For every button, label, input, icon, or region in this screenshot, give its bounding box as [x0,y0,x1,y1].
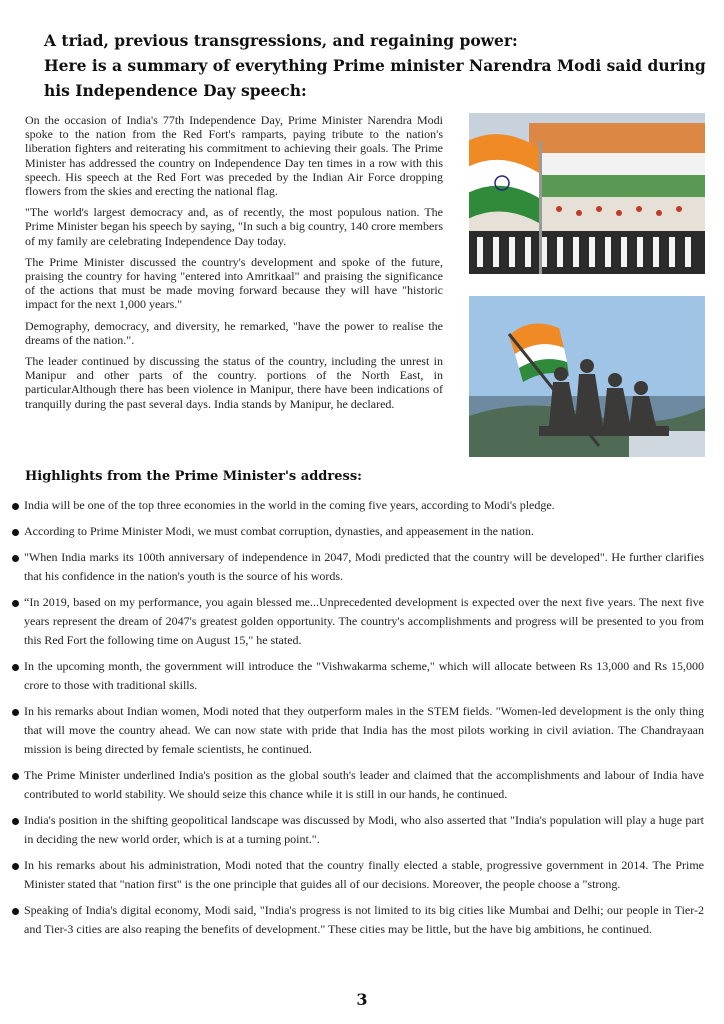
list-item-text: “In 2019, based on my performance, you again blessed me...Unprecedented development is expected over the next five years. The next five years represent the dream of 2047's greatest golden opportunity. The country's accomplishments and progress will be presented to you from this Red Fort the following time on August 15," he stated. [24,595,704,647]
list-item-text: In the upcoming month, the government will introduce the "Vishwakarma scheme," which will allocate between Rs 13,000 and Rs 15,000 crore to those with traditional skills. [24,659,704,692]
bullet-icon [12,664,19,671]
list-item [12,593,704,650]
list-item [12,856,704,894]
title-line-1: A triad, previous transgressions, and regaining power: [44,31,518,50]
bullet-icon [12,503,19,510]
title-line-3: his Independence Day speech: [44,81,307,100]
bullet-icon [12,908,19,915]
title-line-2: Here is a summary of everything Prime minister Narendra Modi said during [44,56,706,75]
bullet-icon [12,818,19,825]
statue-illustration [469,296,705,457]
list-item-text: "When India marks its 100th anniversary of independence in 2047, Modi predicted that the country will be developed". He further clarifies that his confidence in the nation's youth is the source of his words. [24,550,704,583]
bullet-icon [12,555,19,562]
list-item [12,522,704,541]
list-item [12,766,704,804]
bullet-icon [12,863,19,870]
bullet-icon [12,529,19,536]
bullet-icon [12,773,19,780]
bullet-icon [12,709,19,716]
page-number: 3 [356,990,368,1009]
highlights-heading: Highlights from the Prime Minister's address: [25,469,362,484]
list-item [12,657,704,695]
list-item-text: According to Prime Minister Modi, we must combat corruption, dynasties, and appeasement in the nation. [24,524,534,538]
list-item-text: The Prime Minister underlined India's position as the global south's leader and claimed that the accomplishments and labour of India have contributed to world stability. We should seize this chance while it is still in our hands, he continued. [24,768,704,801]
intro-paragraph: On the occasion of India's 77th Independence Day, Prime Minister Narendra Modi spoke to the nation from the Red Fort's ramparts, paying tribute to the nation's liberation fighters and reiterating his commitment to achieving their goals. The Prime Minister has addressed the country on Independence Day ten times in a row with this speech. His speech at the Red Fort was preceded by the Indian Air Force dropping flowers from the skies and erecting the national flag. [25,113,443,199]
intro-paragraph: Demography, democracy, and diversity, he remarked, "have the power to realise the dreams of the nation.". [25,318,443,347]
intro-paragraph: The leader continued by discussing the status of the country, including the unrest in Manipur and other parts of the country. portions of the North East, in particularAlthough there has been violence in Manipur, there have been indications of tranquilly during the past several days. India stands by Manipur, he declared. [25,354,443,411]
list-item-text: In his remarks about Indian women, Modi noted that they outperform males in the STEM fields. "Women-led development is the only thing that will move the country ahead. We can now state with pride that India has the most pilots working in civil aviation. The Chandrayaan mission is being directed by female scientists, he continued. [24,704,704,756]
list-item [12,702,704,759]
list-item [12,548,704,586]
bullet-icon [12,600,19,607]
highlights-list [12,496,704,946]
red-fort-flag-photo [469,113,705,274]
list-item-text: India will be one of the top three economies in the world in the coming five years, according to Modi's pledge. [24,498,555,512]
list-item-text: In his remarks about his administration, Modi noted that the country finally elected a stable, progressive government in 2014. The Prime Minister stated that "nation first" is the one principle that guides all of our decisions. Moreover, the people choose a "strong. [24,858,704,891]
list-item [12,811,704,849]
page-title [44,28,706,103]
list-item [12,496,704,515]
intro-paragraph: "The world's largest democracy and, as of recently, the most populous nation. The Prime Minister began his speech by saying, "In such a big country, 140 crore members of my family are celebrating Independence Day today. [25,205,443,248]
list-item-text: Speaking of India's digital economy, Modi said, "India's progress is not limited to its big cities like Mumbai and Delhi; our people in Tier-2 and Tier-3 cities are also reaping the benefits of development." These cities may be little, but the have big ambitions, he continued. [24,903,704,936]
intro-text [25,113,443,418]
red-fort-flag-illustration [469,113,705,274]
list-item-text: India's position in the shifting geopolitical landscape was discussed by Modi, who also asserted that "India's population will play a huge part in deciding the new world order, which is at a turning point.". [24,813,704,846]
list-item [12,901,704,939]
war-memorial-statue-photo [469,296,705,457]
intro-paragraph: The Prime Minister discussed the country's development and spoke of the future, praising the country for having "entered into Amritkaal" and praising the significance of the actions that must be made moving forward because they will have "historic impact for the next 1,000 years." [25,254,443,312]
